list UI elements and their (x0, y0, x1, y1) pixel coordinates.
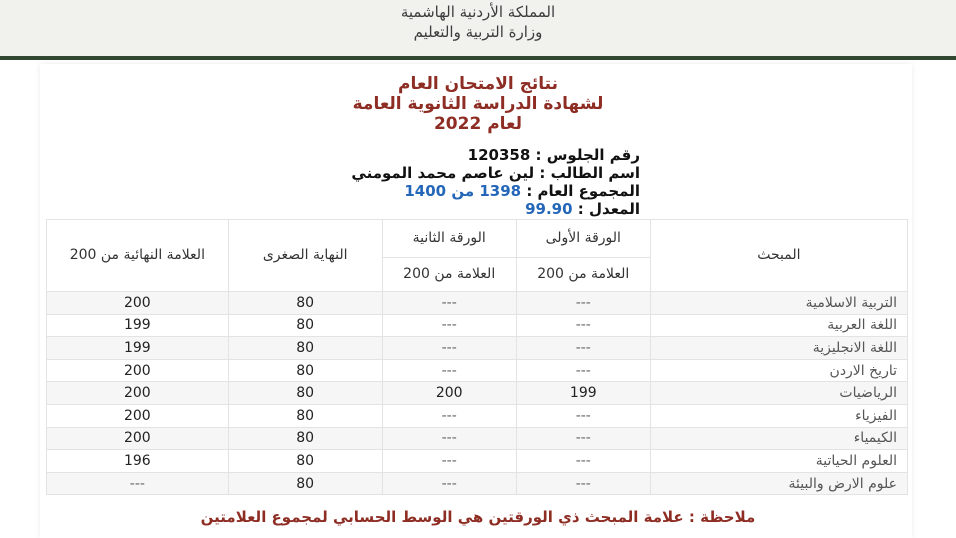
student-name-line (220, 164, 640, 182)
table-row (47, 382, 908, 405)
paper1-cell: 199 (516, 382, 650, 405)
header-paper2-title: الورقة الثانية (382, 220, 516, 258)
paper1-cell: --- (516, 359, 650, 382)
paper1-cell: --- (516, 337, 650, 360)
total-line (220, 182, 640, 200)
paper2-cell: --- (382, 337, 516, 360)
min-cell: 80 (228, 450, 382, 473)
paper2-cell: --- (382, 314, 516, 337)
paper1-cell: --- (516, 314, 650, 337)
min-cell: 80 (228, 472, 382, 495)
min-cell: 80 (228, 292, 382, 315)
paper2-cell: --- (382, 292, 516, 315)
ministry-banner (0, 0, 956, 56)
title-line-1: نتائج الامتحان العام (398, 74, 558, 94)
subject-cell: الفيزياء (650, 404, 907, 427)
paper2-cell: --- (382, 404, 516, 427)
seat-number-value: 120358 (467, 146, 531, 164)
table-row (47, 359, 908, 382)
average-value: 99.90 (525, 200, 573, 218)
header-paper2-sub: العلامة من 200 (382, 258, 516, 292)
final-cell: 200 (47, 404, 229, 427)
subject-cell: الكيمياء (650, 427, 907, 450)
table-row (47, 472, 908, 495)
seat-number-label: رقم الجلوس : (535, 146, 640, 164)
footnote: ملاحظة : علامة المبحث ذي الورقتين هي الوسط الحسابي لمجموع العلامتين (200, 508, 756, 526)
table-row (47, 404, 908, 427)
paper1-cell: --- (516, 292, 650, 315)
min-cell: 80 (228, 314, 382, 337)
min-cell: 80 (228, 359, 382, 382)
grades-table (46, 219, 908, 495)
header-final: العلامة النهائية من 200 (47, 220, 229, 292)
min-cell: 80 (228, 404, 382, 427)
ministry-name: وزارة التربية والتعليم (413, 23, 543, 41)
student-name-value: لين عاصم محمد المومني (351, 164, 535, 182)
subject-cell: اللغة الانجليزية (650, 337, 907, 360)
paper2-cell: 200 (382, 382, 516, 405)
student-info (220, 146, 640, 218)
subject-cell: العلوم الحياتية (650, 450, 907, 473)
paper1-cell: --- (516, 404, 650, 427)
min-cell: 80 (228, 427, 382, 450)
title-line-3: لعام 2022 (433, 114, 523, 134)
average-label: المعدل : (577, 200, 640, 218)
final-cell: --- (47, 472, 229, 495)
table-row (47, 337, 908, 360)
paper2-cell: --- (382, 450, 516, 473)
grades-body (47, 292, 908, 495)
total-label: المجموع العام : (526, 182, 640, 200)
subject-cell: علوم الارض والبيئة (650, 472, 907, 495)
student-name-label: اسم الطالب : (539, 164, 640, 182)
header-paper1-title: الورقة الأولى (516, 220, 650, 258)
results-title (0, 74, 956, 134)
header-paper1-sub: العلامة من 200 (516, 258, 650, 292)
final-cell: 200 (47, 382, 229, 405)
subject-cell: تاريخ الاردن (650, 359, 907, 382)
subject-cell: الرياضيات (650, 382, 907, 405)
subject-cell: التربية الاسلامية (650, 292, 907, 315)
final-cell: 199 (47, 337, 229, 360)
header-minimum: النهاية الصغرى (228, 220, 382, 292)
total-value: 1398 من 1400 (404, 182, 522, 200)
paper1-cell: --- (516, 450, 650, 473)
seat-number-line (220, 146, 640, 164)
min-cell: 80 (228, 382, 382, 405)
final-cell: 200 (47, 427, 229, 450)
average-line (220, 200, 640, 218)
paper1-cell: --- (516, 427, 650, 450)
final-cell: 200 (47, 359, 229, 382)
final-cell: 200 (47, 292, 229, 315)
table-row (47, 292, 908, 315)
table-row (47, 427, 908, 450)
paper1-cell: --- (516, 472, 650, 495)
table-row (47, 314, 908, 337)
kingdom-name: المملكة الأردنية الهاشمية (400, 3, 556, 21)
paper2-cell: --- (382, 359, 516, 382)
table-row (47, 450, 908, 473)
title-line-2: لشهادة الدراسة الثانوية العامة (352, 94, 604, 114)
header-subject: المبحث (650, 220, 907, 292)
subject-cell: اللغة العربية (650, 314, 907, 337)
paper2-cell: --- (382, 472, 516, 495)
min-cell: 80 (228, 337, 382, 360)
final-cell: 196 (47, 450, 229, 473)
paper2-cell: --- (382, 427, 516, 450)
final-cell: 199 (47, 314, 229, 337)
banner-divider (0, 56, 956, 60)
